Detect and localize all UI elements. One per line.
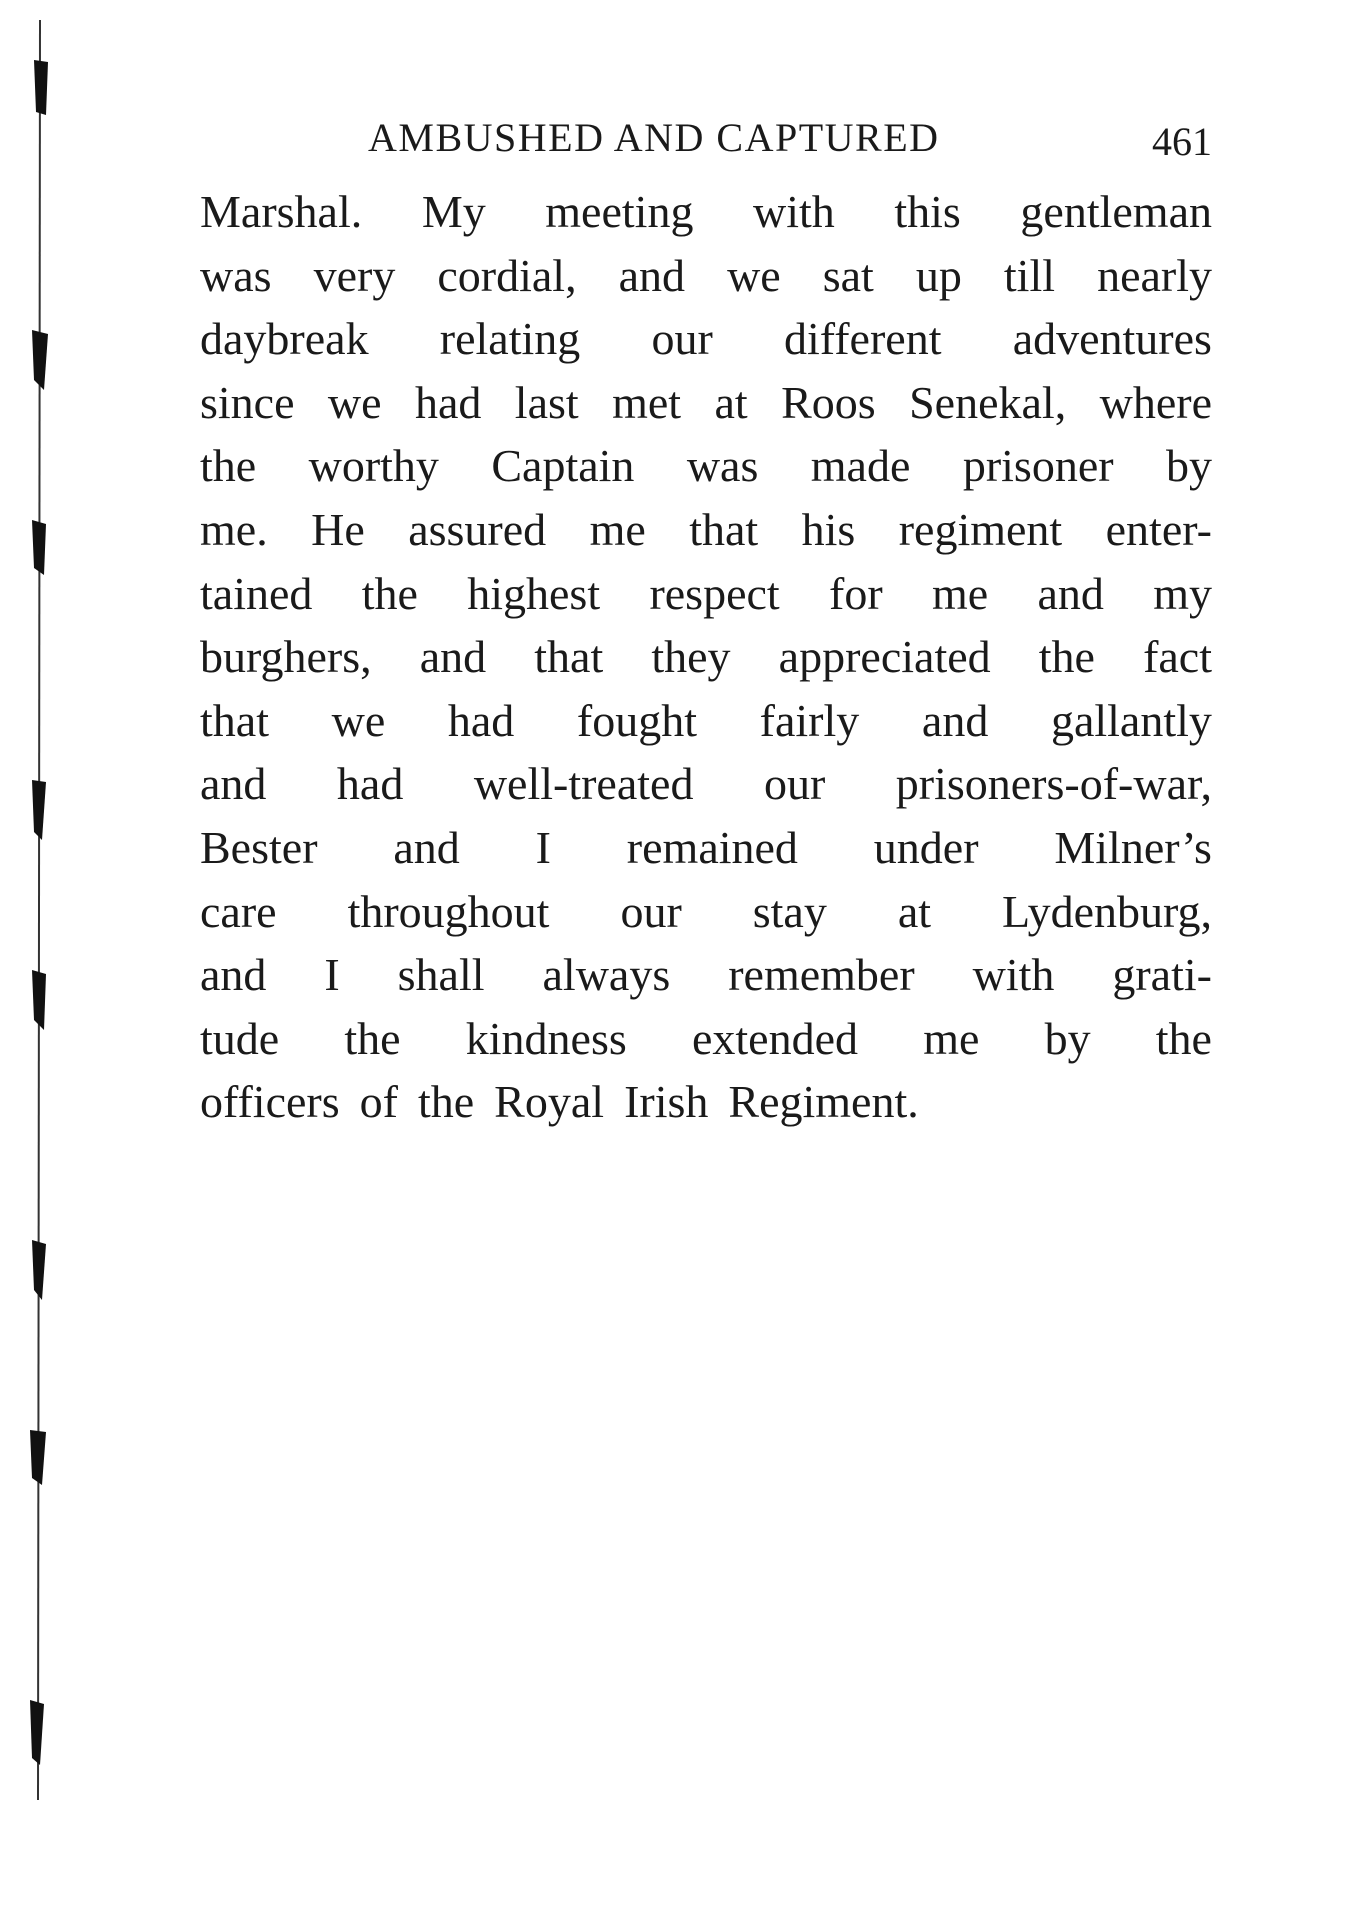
word: fact xyxy=(1143,631,1212,683)
word: of xyxy=(359,1076,398,1128)
word: prisoner xyxy=(962,440,1114,492)
word: Captain xyxy=(491,440,635,492)
text-line xyxy=(200,371,1212,435)
word: fought xyxy=(576,694,698,746)
word: me xyxy=(931,567,989,619)
word: for xyxy=(829,567,883,619)
word: officers xyxy=(200,1076,340,1128)
word: up xyxy=(915,249,962,301)
word: kindness xyxy=(465,1012,627,1064)
word: throughout xyxy=(347,885,550,937)
word: prisoners-of-war, xyxy=(895,758,1212,810)
word: I xyxy=(324,949,340,1001)
word: Bester xyxy=(200,821,318,873)
word: that xyxy=(534,631,604,683)
word: well-treated xyxy=(473,758,694,810)
word: by xyxy=(1044,1012,1091,1064)
word: always xyxy=(542,949,671,1001)
word: made xyxy=(810,440,911,492)
word: we xyxy=(727,249,781,301)
page-number: 461 xyxy=(1152,119,1212,164)
page-binding-edge xyxy=(18,20,58,1800)
word: daybreak xyxy=(200,313,369,365)
word: was xyxy=(686,440,759,492)
body-text xyxy=(200,180,1212,1134)
word: the xyxy=(344,1012,401,1064)
word: Royal xyxy=(494,1076,605,1128)
text-line xyxy=(200,752,1212,816)
text-line xyxy=(200,943,1212,1007)
word: they xyxy=(651,631,731,683)
word: with xyxy=(972,949,1055,1001)
text-line xyxy=(200,434,1212,498)
word: the xyxy=(200,440,257,492)
word: our xyxy=(763,758,826,810)
word: had xyxy=(447,694,515,746)
word: gallantly xyxy=(1050,694,1212,746)
word: by xyxy=(1165,440,1212,492)
word: adventures xyxy=(1012,313,1212,365)
text-line xyxy=(200,625,1212,689)
word: the xyxy=(1155,1012,1212,1064)
text-line xyxy=(200,180,1212,244)
word: we xyxy=(331,694,386,746)
word: met xyxy=(612,376,682,428)
word: Milner’s xyxy=(1054,821,1212,873)
word: tained xyxy=(200,567,313,619)
word: our xyxy=(651,313,713,365)
running-head xyxy=(200,112,1212,164)
word: respect xyxy=(649,567,780,619)
word: and xyxy=(200,949,267,1001)
word: at xyxy=(714,376,748,428)
word: grati- xyxy=(1112,949,1212,1001)
word: me xyxy=(923,1012,980,1064)
word: and xyxy=(1037,567,1104,619)
word: My xyxy=(421,186,486,237)
word: appreciated xyxy=(778,631,991,683)
text-line xyxy=(200,816,1212,880)
word: care xyxy=(200,885,277,937)
word: me. xyxy=(200,503,268,555)
word: since xyxy=(200,376,295,428)
word: at xyxy=(897,885,932,937)
text-line xyxy=(200,307,1212,371)
word: shall xyxy=(397,949,485,1001)
word: we xyxy=(327,376,382,428)
word: the xyxy=(417,1076,475,1128)
word: Regiment. xyxy=(728,1076,919,1128)
word: and xyxy=(393,821,460,873)
word: sat xyxy=(822,249,874,301)
word: very xyxy=(313,249,396,301)
word: was xyxy=(200,249,272,301)
word: under xyxy=(873,821,979,873)
word: enter- xyxy=(1105,503,1212,555)
word: had xyxy=(414,376,482,428)
word: different xyxy=(783,313,942,365)
word: stay xyxy=(752,885,827,937)
word: fairly xyxy=(759,694,860,746)
text-line xyxy=(200,1070,1212,1134)
word: cordial, xyxy=(437,249,577,301)
word: tude xyxy=(200,1012,280,1064)
word: meeting xyxy=(545,186,694,237)
word: that xyxy=(689,503,759,555)
word: Marshal. xyxy=(200,186,363,237)
word: I xyxy=(535,821,551,873)
running-title: AMBUSHED AND CAPTURED xyxy=(368,115,940,160)
word: till xyxy=(1003,249,1056,301)
word: that xyxy=(200,694,269,746)
text-line xyxy=(200,689,1212,753)
word: the xyxy=(361,567,418,619)
word: where xyxy=(1099,376,1212,428)
text-line xyxy=(200,880,1212,944)
word: extended xyxy=(691,1012,858,1064)
word: relating xyxy=(439,313,581,365)
word: Irish xyxy=(624,1076,709,1128)
word: Lydenburg, xyxy=(1002,885,1212,937)
word: me xyxy=(589,503,646,555)
word: He xyxy=(311,503,365,555)
word: his xyxy=(801,503,856,555)
word: Senekal, xyxy=(909,376,1067,428)
word: and xyxy=(200,758,267,810)
word: this xyxy=(894,186,961,237)
word: and xyxy=(921,694,989,746)
word: burghers, xyxy=(200,631,372,683)
word: our xyxy=(620,885,682,937)
text-line xyxy=(200,498,1212,562)
text-line xyxy=(200,1007,1212,1071)
word: remember xyxy=(728,949,915,1001)
word: the xyxy=(1038,631,1095,683)
word: Roos xyxy=(781,376,876,428)
word: worthy xyxy=(308,440,439,492)
word: assured xyxy=(408,503,547,555)
text-line xyxy=(200,562,1212,626)
word: and xyxy=(419,631,487,683)
word: regiment xyxy=(898,503,1063,555)
word: gentleman xyxy=(1020,186,1212,237)
word: nearly xyxy=(1097,249,1212,301)
word: my xyxy=(1153,567,1212,619)
text-line xyxy=(200,244,1212,308)
word: with xyxy=(753,186,835,237)
word: had xyxy=(336,758,404,810)
word: and xyxy=(618,249,686,301)
word: highest xyxy=(467,567,601,619)
word: remained xyxy=(626,821,798,873)
word: last xyxy=(514,376,579,428)
